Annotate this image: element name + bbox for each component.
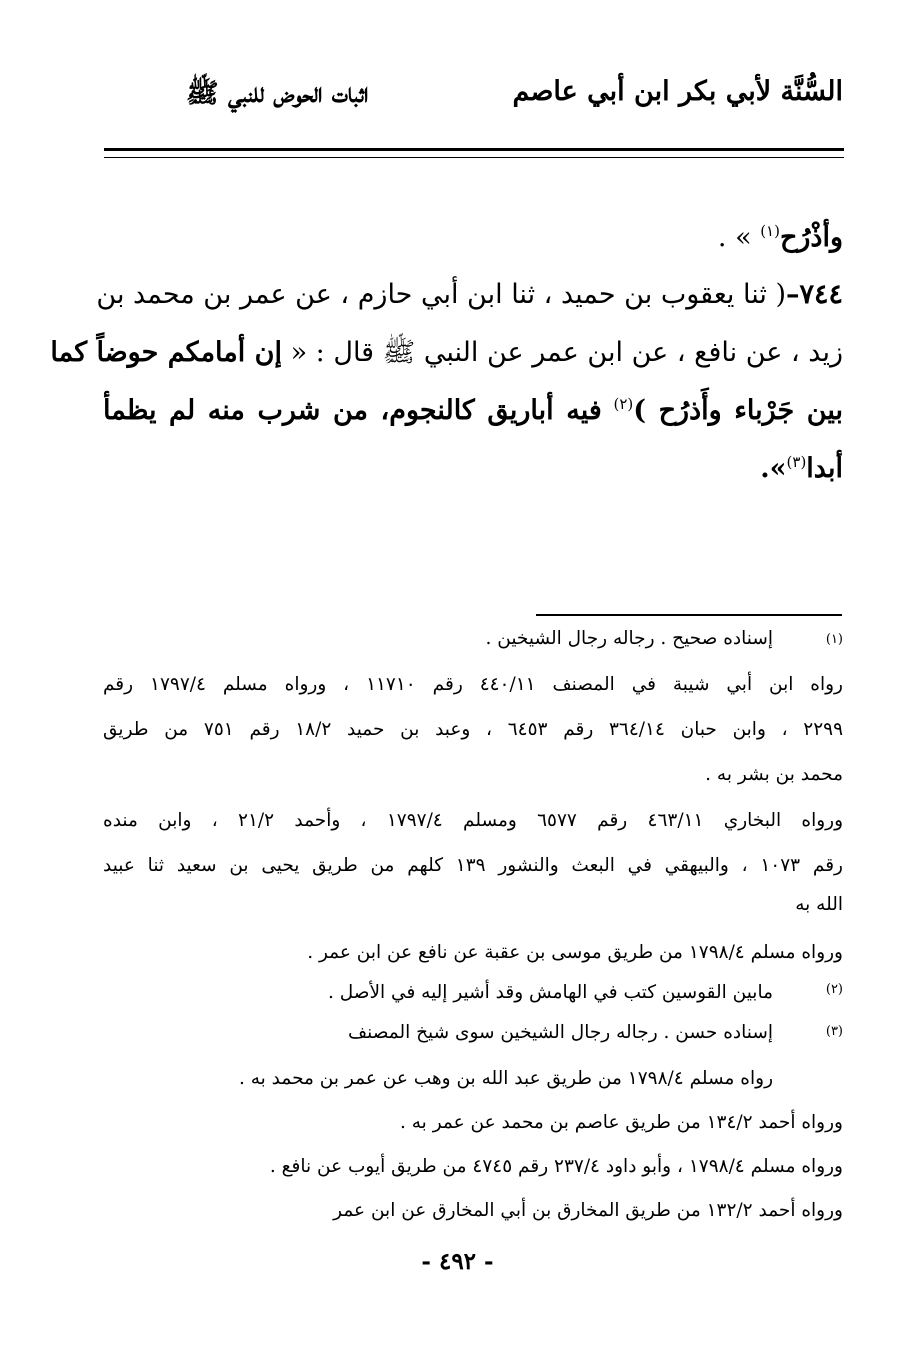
- footnote-1-line-8: ورواه مسلم ١٧٩٨/٤ من طريق موسى بن عقبة عن نافع عن ابن عمر .: [307, 942, 843, 963]
- footnote-1-line-3: ٢٢٩٩ ، وابن حبان ٣٦٤/١٤ رقم ٦٤٥٣ ، وعبد بن حميد ١٨/٢ رقم ٧٥١ من طريق: [103, 719, 844, 740]
- hadith-line-1: [96, 270, 843, 320]
- hadith-744: [50, 270, 843, 494]
- continuation-line: [103, 213, 843, 263]
- footnote-1-line-4: محمد بن بشر به .: [705, 764, 843, 785]
- matn-text-4: أبدا: [806, 453, 843, 484]
- footnote-2-line-1: مابين القوسين كتب في الهامش وقد أشير إليه في الأصل .: [327, 982, 773, 1003]
- footnote-number-3: (٣): [825, 1024, 843, 1039]
- footnote-number-2: (٢): [825, 982, 843, 997]
- matn-text-2: بين جَرْباء وأَذرُح ): [633, 395, 843, 426]
- footnotes: [103, 628, 843, 1228]
- footnote-ref-2: (٢): [613, 395, 634, 413]
- hadith-line-2: [50, 328, 843, 378]
- footnote-number-1: (١): [825, 632, 843, 647]
- footnote-separator: [536, 614, 842, 616]
- hadith-number: ٧٤٤: [799, 279, 843, 310]
- isnad-text-2: زيد ، عن نافع ، عن ابن عمر عن النبي ﷺ قال : «: [290, 337, 843, 368]
- chapter-title: اثبات الحوض للنبي ﷺ: [186, 78, 369, 109]
- hadith-dash: –: [785, 279, 800, 310]
- hadith-line-3: [103, 386, 843, 436]
- footnote-1-line-7: الله به: [795, 894, 843, 915]
- quote-close: » .: [717, 222, 752, 253]
- quote-close-2: ».: [760, 453, 787, 484]
- footnote-3-line-2: رواه مسلم ١٧٩٨/٤ من طريق عبد الله بن وهب عن عمر بن محمد به .: [238, 1068, 773, 1089]
- footnote-3-line-5: ورواه أحمد ١٣٢/٢ من طريق المخارق بن أبي المخارق عن ابن عمر: [333, 1200, 843, 1221]
- page-number: - ٤٩٢ -: [421, 1248, 494, 1275]
- main-text: [103, 213, 843, 263]
- footnote-ref-1: (١): [760, 222, 780, 240]
- footnote-3-line-3: ورواه أحمد ١٣٤/٢ من طريق عاصم بن محمد عن عمر به .: [400, 1112, 843, 1133]
- matn-text-1: إن أمامكم حوضاً كما: [50, 337, 282, 368]
- footnote-3-line-4: ورواه مسلم ١٧٩٨/٤ ، وأبو داود ٢٣٧/٤ رقم ٤٧٤٥ من طريق أيوب عن نافع .: [269, 1156, 843, 1177]
- footnote-ref-3: (٣): [786, 453, 807, 471]
- isnad-text: ( ثنا يعقوب بن حميد ، ثنا ابن أبي حازم ، عن عمر بن محمد بن: [96, 279, 786, 310]
- continuation-word: وأذْرُح: [779, 222, 843, 253]
- header-rule-thick: [104, 148, 844, 151]
- book-title: السُّنَّة لأبي بكر ابن أبي عاصم: [512, 76, 843, 107]
- footnote-1-line-2: رواه ابن أبي شيبة في المصنف ٤٤٠/١١ رقم ١١٧١٠ ، ورواه مسلم ١٧٩٧/٤ رقم: [103, 674, 843, 695]
- footnote-1-line-6: رقم ١٠٧٣ ، والبيهقي في البعث والنشور ١٣٩ كلهم من طريق يحيى بن سعيد ثنا عبيد: [103, 855, 843, 876]
- footnote-1-line-5: ورواه البخاري ٤٦٣/١١ رقم ٦٥٧٧ ومسلم ١٧٩٧/٤ ، وأحمد ٢١/٢ ، وابن منده: [103, 810, 844, 831]
- hadith-line-4: [103, 444, 843, 494]
- footnote-3-line-1: إسناده حسن . رجاله رجال الشيخين سوى شيخ المصنف: [347, 1022, 773, 1043]
- matn-text-3: فيه أباريق كالنجوم، من شرب منه لم يظمأ: [103, 395, 602, 426]
- header-rule-thin: [104, 157, 844, 158]
- footnote-1-line-1: إسناده صحيح . رجاله رجال الشيخين .: [485, 628, 773, 649]
